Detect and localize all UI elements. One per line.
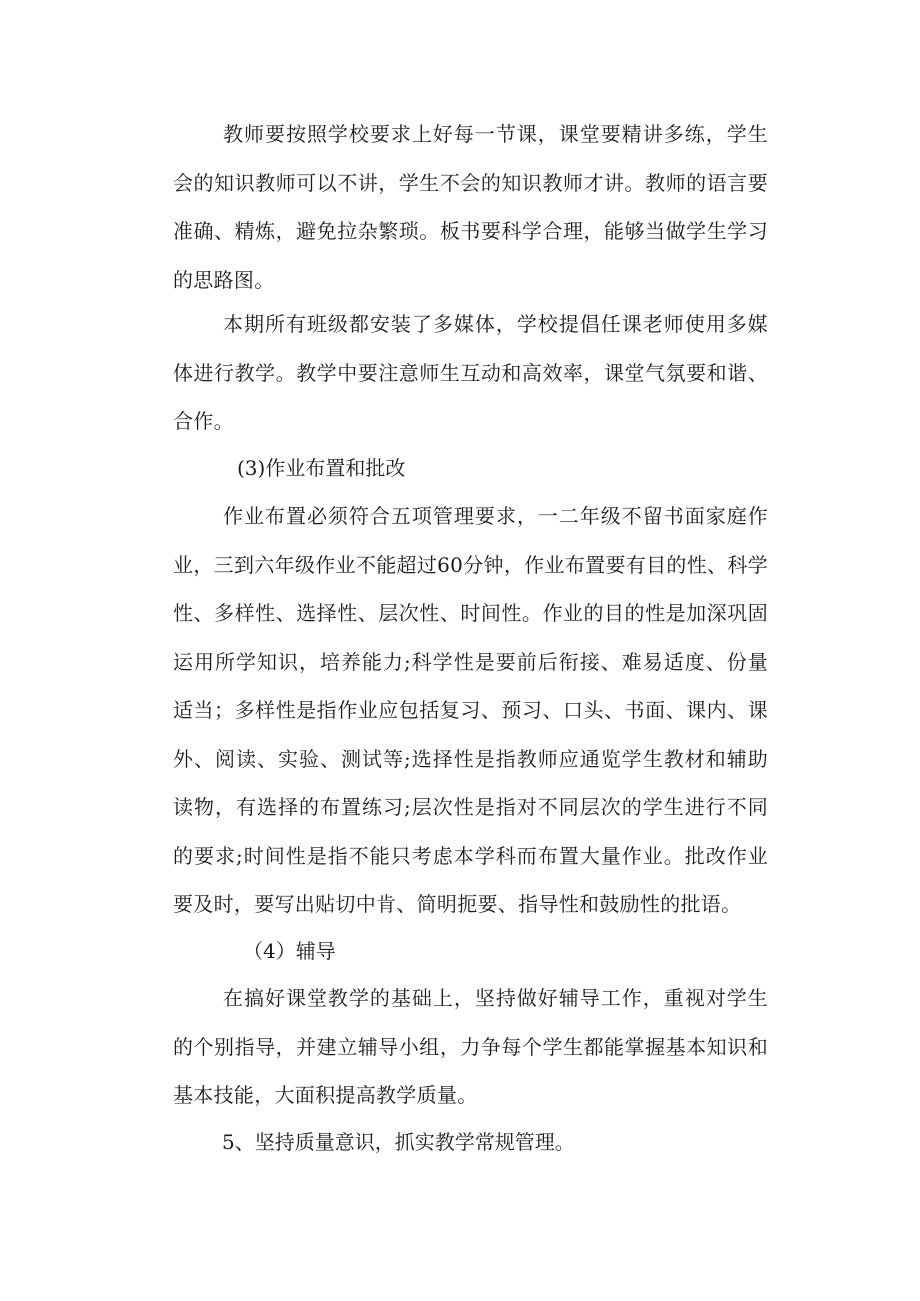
paragraph-homework-requirements: 作业布置必须符合五项管理要求，一二年级不留书面家庭作业，三到六年级作业不能超过60分钟，作业布置要有目的性、科学性、多样性、选择性、层次性、时间性。作业的目的性是加深巩固运用所学知识，培养能力;科学性是要前后衔接、难易适度、份量适当；多样性是指作业应包括复习、预习、口头、书面、课内、课外、阅读、实验、测试等;选择性是指教师应通览学生教材和辅助读物，有选择的布置练习;层次性是指对不同层次的学生进行不同的要求;时间性是指不能只考虑本学科而布置大量作业。批改作业要及时，要写出贴切中肯、简明扼要、指导性和鼓励性的批语。: [173, 504, 768, 916]
heading-tutoring: （4）辅导: [243, 939, 336, 963]
heading-homework: (3)作业布置和批改: [237, 456, 406, 480]
heading-quality-management: 5、坚持质量意识，抓实教学常规管理。: [222, 1130, 575, 1154]
paragraph-classroom-teaching: 教师要按照学校要求上好每一节课，课堂要精讲多练，学生会的知识教师可以不讲，学生不会的知识教师才讲。教师的语言要准确、精炼，避免拉杂繁琐。板书要科学合理，能够当做学生学习的思路图。: [173, 122, 768, 292]
paragraph-multimedia: 本期所有班级都安装了多媒体，学校提倡任课老师使用多媒体进行教学。教学中要注意师生互动和高效率，课堂气氛要和谐、合作。: [173, 312, 768, 433]
paragraph-tutoring: 在搞好课堂教学的基础上，坚持做好辅导工作，重视对学生的个别指导，并建立辅导小组，力争每个学生都能掌握基本知识和基本技能，大面积提高教学质量。: [173, 986, 768, 1107]
